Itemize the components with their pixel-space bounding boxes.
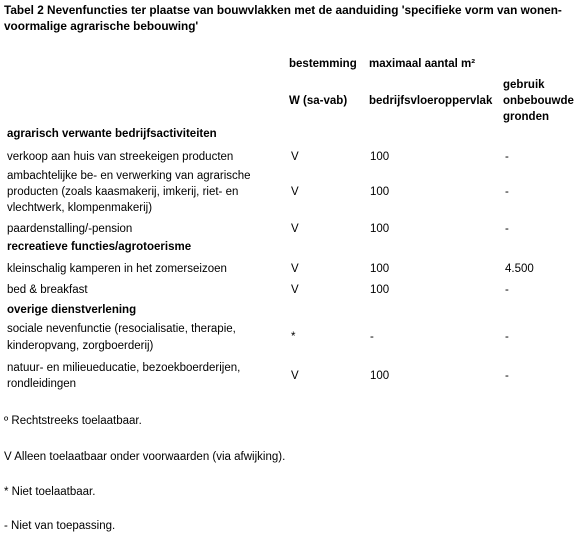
row-m2-value: - (370, 331, 374, 343)
row-m2-value: 100 (370, 186, 390, 198)
row-gebruik-value: - (505, 151, 509, 163)
table-title-line-1: Tabel 2 Nevenfuncties ter plaatse van bouwvlakken met de aanduiding 'specifieke vorm van wonen- (4, 3, 562, 17)
row-gebruik-value: - (505, 370, 509, 382)
row-label: paardenstalling/-pension (7, 223, 133, 235)
row-w-value: V (291, 223, 299, 235)
row-label: rondleidingen (7, 378, 77, 390)
row-label: ambachtelijke be- en verwerking van agrarische (7, 170, 251, 182)
row-gebruik-value: - (505, 223, 509, 235)
row-m2-value: 100 (370, 223, 390, 235)
row-w-value: * (291, 331, 296, 343)
row-m2-value: 100 (370, 263, 390, 275)
row-w-value: V (291, 284, 299, 296)
row-w-value: V (291, 263, 299, 275)
row-w-value: V (291, 186, 299, 198)
section-heading-agrarisch: agrarisch verwante bedrijfsactiviteiten (7, 128, 217, 140)
header-bedrijfsvloeroppervlak: bedrijfsvloeroppervlak (369, 95, 493, 107)
row-m2-value: 100 (370, 284, 390, 296)
row-label: sociale nevenfunctie (resocialisatie, therapie, (7, 323, 236, 335)
row-label: verkoop aan huis van streekeigen producten (7, 151, 234, 163)
row-label: kleinschalig kamperen in het zomerseizoen (7, 263, 227, 275)
legend-rechtstreeks: º Rechtstreeks toelaatbaar. (4, 415, 142, 427)
row-m2-value: 100 (370, 370, 390, 382)
header-bestemming: bestemming (289, 58, 357, 70)
header-gronden: gronden (503, 111, 549, 123)
legend-niet-toelaatbaar: * Niet toelaatbaar. (4, 486, 96, 498)
row-w-value: V (291, 370, 299, 382)
header-gebruik: gebruik (503, 79, 545, 91)
row-gebruik-value: - (505, 186, 509, 198)
row-label: bed & breakfast (7, 284, 88, 296)
row-label: vlechtwerk, klompenmakerij) (7, 202, 153, 214)
header-maximaal: maximaal aantal m² (369, 58, 476, 70)
row-gebruik-value: 4.500 (505, 263, 534, 275)
row-gebruik-value: - (505, 284, 509, 296)
row-label: producten (zoals kaasmakerij, imkerij, riet- en (7, 186, 239, 198)
legend-niet-van-toepassing: - Niet van toepassing. (4, 520, 116, 532)
legend-voorwaarden: V Alleen toelaatbaar onder voorwaarden (via afwijking). (4, 451, 286, 463)
row-label: natuur- en milieueducatie, bezoekboerderijen, (7, 362, 241, 374)
section-heading-recreatief: recreatieve functies/agrotoerisme (7, 241, 192, 253)
row-m2-value: 100 (370, 151, 390, 163)
row-label: kinderopvang, zorgboerderij) (7, 340, 154, 352)
row-w-value: V (291, 151, 299, 163)
header-w-sa-vab: W (sa-vab) (289, 95, 348, 107)
header-onbebouwde: onbebouwde (503, 95, 574, 107)
table-title-line-2: voormalige agrarische bebouwing' (4, 19, 199, 33)
row-gebruik-value: - (505, 331, 509, 343)
section-heading-overige: overige dienstverlening (7, 304, 137, 316)
